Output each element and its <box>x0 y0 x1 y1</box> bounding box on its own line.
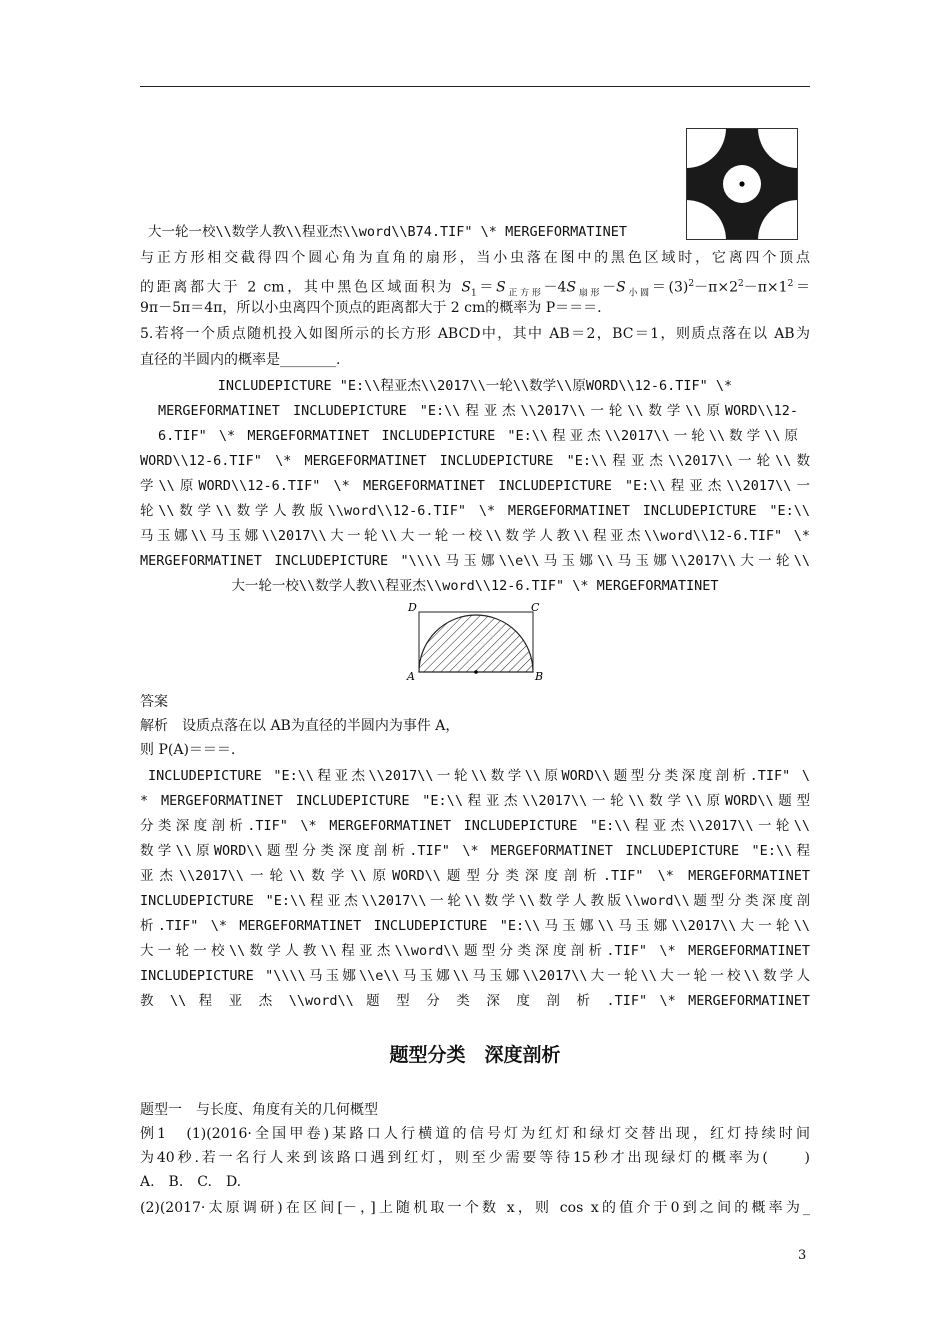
field-code-line: INCLUDEPICTURE "\\\\马玉娜\\e\\马玉娜\\马玉娜\\2017\\大一轮\\大一轮一校\\数学人 <box>140 968 810 984</box>
question-type-title: 题型一 与长度、角度有关的几何概型 <box>140 1102 378 1118</box>
field-code-line: 教 \\ 程 亚 杰 \\word\\ 题 型 分 类 深 度 剖 析 .TIF" \* MERGEFORMATINET <box>140 993 810 1009</box>
field-code-line: 分类深度剖析.TIF" \* MERGEFORMATINET INCLUDEPICTURE "E:\\程亚杰\\2017\\一轮\\ <box>140 818 810 834</box>
label-d: D <box>408 601 417 614</box>
field-code-line: WORD\\12-6.TIF" \* MERGEFORMATINET INCLUDEPICTURE "E:\\程亚杰\\2017\\一轮\\数 <box>140 453 810 469</box>
field-code-line: 马玉娜\\马玉娜\\2017\\大一轮\\大一轮一校\\数学人教\\程亚杰\\word\\12-6.TIF" \* <box>140 528 810 544</box>
analysis-line: 解析 设质点落在以 AB为直径的半圆内为事件 A， <box>140 718 460 734</box>
label-c: C <box>531 601 540 614</box>
field-code-line: 析.TIF" \* MERGEFORMATINET INCLUDEPICTURE "E:\\马玉娜\\马玉娜\\2017\\大一轮\\ <box>140 918 810 934</box>
answer-label: 答案 <box>140 694 168 710</box>
question-5-line: 5.若将一个质点随机投入如图所示的长方形 ABCD中，其中 AB＝2，BC＝1，则质点落在以 AB为 <box>140 326 810 342</box>
field-code-line: 大一轮一校\\数学人教\\程亚杰\\word\\12-6.TIF" \* MERGEFORMATINET <box>231 578 719 594</box>
question-5-blank-line: 直径的半圆内的概率是________. <box>140 352 341 368</box>
analysis-line: 则 P(A)＝＝＝. <box>140 742 236 758</box>
field-code-line: 大一轮一校\\数学人教\\程亚杰\\word\\题型分类深度剖析.TIF" \* MERGEFORMATINET <box>140 943 810 959</box>
text-line: 大一轮一校\\数学人教\\程亚杰\\word\\B74.TIF" \* MERGEFORMATINET <box>148 224 627 240</box>
example-options: A. B. C. D. <box>140 1174 242 1190</box>
field-code-line: * MERGEFORMATINET INCLUDEPICTURE "E:\\程亚杰\\2017\\一轮\\数学\\原WORD\\题型 <box>140 793 810 809</box>
text-line: 与正方形相交截得四个圆心角为直角的扇形，当小虫落在图中的黑色区域时，它离四个顶点 <box>140 250 810 266</box>
field-code-line: INCLUDEPICTURE "E:\\程亚杰\\2017\\一轮\\数学\\原WORD\\题型分类深度剖析.TIF" \ <box>148 768 810 784</box>
page-number: 3 <box>798 1248 807 1263</box>
section-heading: 题型分类 深度剖析 <box>389 1044 561 1066</box>
label-a: A <box>407 670 415 683</box>
field-code-line: INCLUDEPICTURE "E:\\程亚杰\\2017\\一轮\\数学\\原WORD\\12-6.TIF" \* <box>217 378 733 394</box>
label-b: B <box>535 670 544 683</box>
text-line: 9π－5π＝4π，所以小虫离四个顶点的距离都大于 2 cm的概率为 P＝＝＝. <box>140 300 602 316</box>
text-line: 的距离都大于 2 cm，其中黑色区域面积为 $S_1=S_{正方形}-4S_{扇形}-S_{小圆}=(3)^2-\pi\times 2^2-\pi\times 1^2=$ <box>140 279 810 299</box>
rectangle-semicircle-figure <box>402 600 550 684</box>
field-code-line: 亚杰\\2017\\一轮\\数学\\原WORD\\题型分类深度剖析.TIF" \* MERGEFORMATINET <box>140 868 810 884</box>
field-code-line: 6.TIF" \* MERGEFORMATINET INCLUDEPICTURE "E:\\程亚杰\\2017\\一轮\\数学\\原 <box>158 428 798 444</box>
example-line: (2)(2017·太原调研)在区间[－，]上随机取一个数 x，则 cos x的值介于0到之间的概率为_ <box>140 1200 810 1216</box>
field-code-line: MERGEFORMATINET INCLUDEPICTURE "\\\\马玉娜\\e\\马玉娜\\马玉娜\\2017\\大一轮\\ <box>140 553 810 569</box>
example-line: 为40秒.若一名行人来到该路口遇到红灯，则至少需要等待15秒才出现绿灯的概率为( ) <box>140 1150 810 1166</box>
field-code-line: INCLUDEPICTURE "E:\\程亚杰\\2017\\一轮\\数学\\数学人教版\\word\\题型分类深度剖 <box>140 893 810 909</box>
field-code-line: 轮\\数学\\数学人教版\\word\\12-6.TIF" \* MERGEFORMATINET INCLUDEPICTURE "E:\\ <box>140 503 810 519</box>
example-line: 例1 (1)(2016·全国甲卷)某路口人行横道的信号灯为红灯和绿灯交替出现，红灯持续时间 <box>140 1126 810 1142</box>
field-code-line: 学\\原WORD\\12-6.TIF" \* MERGEFORMATINET INCLUDEPICTURE "E:\\程亚杰\\2017\\一 <box>140 478 810 494</box>
field-code-line: MERGEFORMATINET INCLUDEPICTURE "E:\\程亚杰\\2017\\一轮\\数学\\原WORD\\12- <box>158 403 798 419</box>
field-code-line: 数学\\原WORD\\题型分类深度剖析.TIF" \* MERGEFORMATINET INCLUDEPICTURE "E:\\程 <box>140 843 810 859</box>
header-rule <box>140 86 810 87</box>
